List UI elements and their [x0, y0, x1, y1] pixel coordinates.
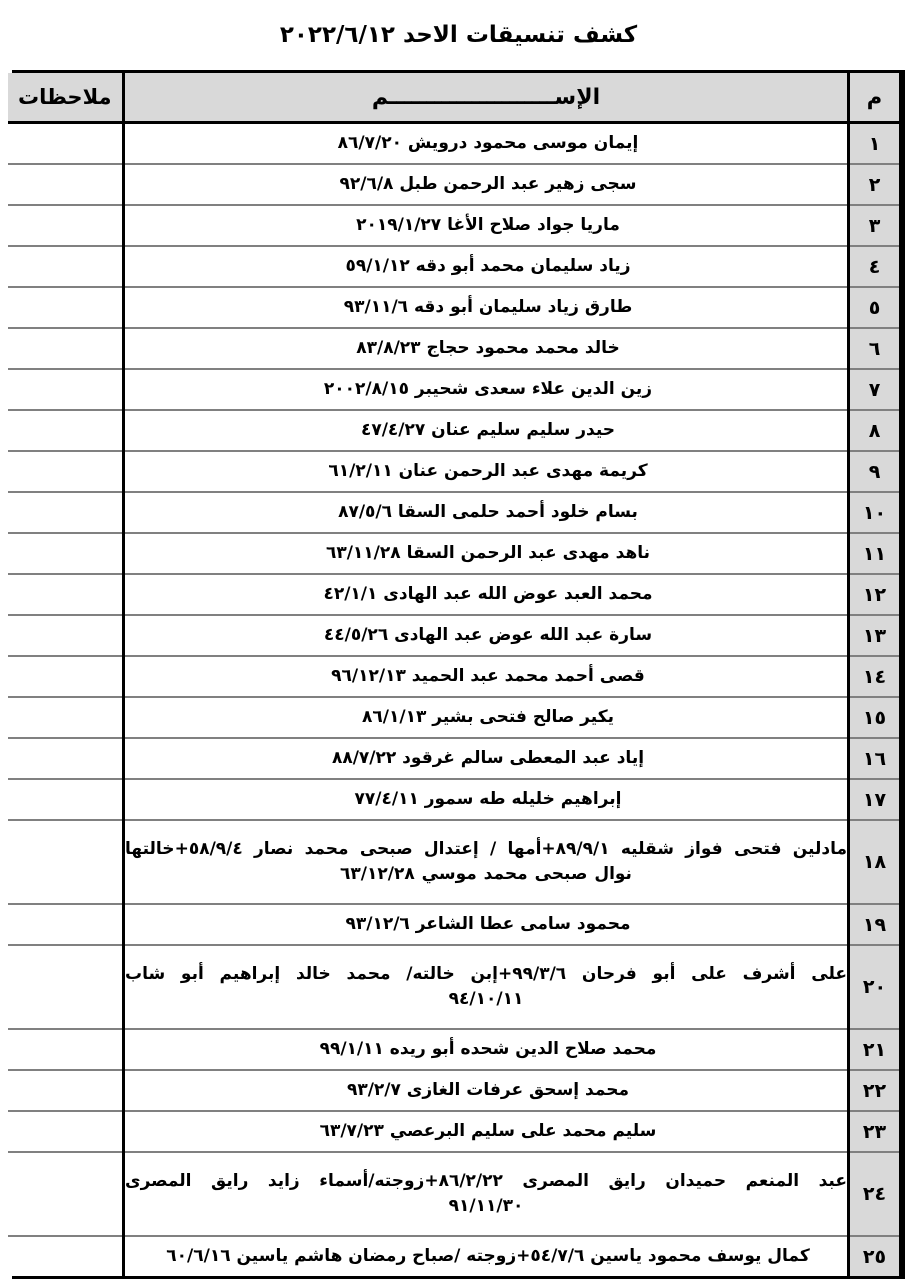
- name-text: محمد إسحق عرفات الغازى ٩٣/٢/٧: [346, 1080, 630, 1101]
- name-text: [125, 1169, 847, 1218]
- row-notes-cell: [8, 246, 124, 287]
- row-name-cell: [124, 369, 849, 410]
- row-notes-cell: [8, 697, 124, 738]
- row-notes-cell: [8, 820, 124, 904]
- row-number-cell: ١٢: [849, 574, 901, 615]
- row-notes-cell: [8, 1236, 124, 1276]
- name-text: إياد عبد المعطى سالم غرقود ٨٨/٧/٢٢: [331, 748, 645, 769]
- row-name-cell: [124, 945, 849, 1029]
- name-text: طارق زياد سليمان أبو دقه ٩٣/١١/٦: [343, 297, 633, 318]
- name-text: سجى زهير عبد الرحمن طبل ٩٢/٦/٨: [339, 174, 637, 195]
- table-row: [8, 738, 901, 779]
- table-row: [8, 164, 901, 205]
- column-header-number: م: [849, 73, 901, 123]
- row-name-cell: [124, 123, 849, 165]
- row-number-cell: ٦: [849, 328, 901, 369]
- row-notes-cell: [8, 164, 124, 205]
- row-number-cell: ١٤: [849, 656, 901, 697]
- row-notes-cell: [8, 1029, 124, 1070]
- table-row: [8, 492, 901, 533]
- name-text: يكير صالح فتحى بشير ٨٦/١/١٣: [362, 707, 614, 728]
- row-number-cell: ٩: [849, 451, 901, 492]
- row-number-cell: ٣: [849, 205, 901, 246]
- table-row: [8, 656, 901, 697]
- row-number-cell: ٤: [849, 246, 901, 287]
- row-number-cell: ١٩: [849, 904, 901, 945]
- row-notes-cell: [8, 492, 124, 533]
- row-name-cell: [124, 328, 849, 369]
- row-notes-cell: [8, 574, 124, 615]
- table-row: [8, 451, 901, 492]
- row-number-cell: ٢٥: [849, 1236, 901, 1276]
- name-text: خالد محمد محمود حجاج ٨٣/٨/٢٣: [356, 338, 620, 359]
- row-name-cell: [124, 246, 849, 287]
- row-number-cell: ٢٠: [849, 945, 901, 1029]
- table-row: [8, 369, 901, 410]
- row-notes-cell: [8, 410, 124, 451]
- table-row: [8, 328, 901, 369]
- row-number-cell: ١: [849, 123, 901, 165]
- coordination-table: [8, 73, 903, 1276]
- name-text: محمد العبد عوض الله عبد الهادى ٤٢/١/١: [323, 584, 653, 605]
- row-notes-cell: [8, 123, 124, 165]
- row-name-cell: [124, 1111, 849, 1152]
- row-name-cell: [124, 779, 849, 820]
- row-name-cell: [124, 615, 849, 656]
- row-name-cell: [124, 287, 849, 328]
- name-line: عبد المنعم حميدان رايق المصرى ٨٦/٢/٢٢+زوجته/أسماء زايد رايق المصرى: [125, 1171, 847, 1192]
- row-name-cell: [124, 656, 849, 697]
- row-notes-cell: [8, 533, 124, 574]
- table-row: [8, 287, 901, 328]
- name-text: حيدر سليم سليم عنان ٤٧/٤/٢٧: [360, 420, 616, 441]
- row-number-cell: ٢: [849, 164, 901, 205]
- row-notes-cell: [8, 615, 124, 656]
- row-number-cell: ١٧: [849, 779, 901, 820]
- row-number-cell: ٨: [849, 410, 901, 451]
- name-text: محمد صلاح الدين شحده أبو ريده ٩٩/١/١١: [319, 1039, 657, 1060]
- name-text: إيمان موسى محمود درويش ٨٦/٧/٢٠: [337, 133, 639, 154]
- table-row: [8, 820, 901, 904]
- row-name-cell: [124, 533, 849, 574]
- name-text: [125, 837, 847, 886]
- name-text: كمال يوسف محمود ياسين ٥٤/٧/٦+زوجته /صباح رمضان هاشم ياسين ٦٠/٦/١٦: [166, 1246, 810, 1267]
- row-name-cell: [124, 410, 849, 451]
- table-row: [8, 1029, 901, 1070]
- row-name-cell: [124, 1236, 849, 1276]
- row-number-cell: ٧: [849, 369, 901, 410]
- page-title: كشف تنسيقات الاحد ٢٠٢٢/٦/١٢: [279, 22, 638, 48]
- table-row: [8, 904, 901, 945]
- row-number-cell: ٢٣: [849, 1111, 901, 1152]
- table-header-row: [8, 73, 901, 123]
- row-number-cell: ١٨: [849, 820, 901, 904]
- row-notes-cell: [8, 945, 124, 1029]
- name-text: زين الدين علاء سعدى شحيبر ٢٠٠٢/٨/١٥: [323, 379, 653, 400]
- table-row: [8, 205, 901, 246]
- row-name-cell: [124, 451, 849, 492]
- row-notes-cell: [8, 779, 124, 820]
- row-notes-cell: [8, 369, 124, 410]
- row-name-cell: [124, 1070, 849, 1111]
- column-header-notes: ملاحظات: [8, 73, 124, 123]
- table-row: [8, 1070, 901, 1111]
- row-notes-cell: [8, 287, 124, 328]
- row-number-cell: ١٠: [849, 492, 901, 533]
- row-notes-cell: [8, 328, 124, 369]
- table-body: [8, 123, 901, 1277]
- row-name-cell: [124, 1152, 849, 1236]
- table-row: [8, 123, 901, 165]
- row-number-cell: ١٦: [849, 738, 901, 779]
- name-text: قصى أحمد محمد عبد الحميد ٩٦/١٢/١٣: [331, 666, 645, 687]
- name-text: كريمة مهدى عبد الرحمن عنان ٦١/٢/١١: [328, 461, 648, 482]
- row-number-cell: ١٣: [849, 615, 901, 656]
- table-header: [8, 73, 901, 123]
- row-number-cell: ٢٤: [849, 1152, 901, 1236]
- row-name-cell: [124, 205, 849, 246]
- row-number-cell: ١٥: [849, 697, 901, 738]
- name-text: سارة عبد الله عوض عبد الهادى ٤٤/٥/٢٦: [323, 625, 653, 646]
- name-text: ناهد مهدى عبد الرحمن السقا ٦٣/١١/٢٨: [325, 543, 651, 564]
- name-text: ماريا جواد صلاح الأغا ٢٠١٩/١/٢٧: [356, 215, 620, 236]
- table-row: [8, 945, 901, 1029]
- row-name-cell: [124, 492, 849, 533]
- row-notes-cell: [8, 1070, 124, 1111]
- row-notes-cell: [8, 738, 124, 779]
- table-row: [8, 246, 901, 287]
- name-text: زياد سليمان محمد أبو دقه ٥٩/١/١٢: [345, 256, 631, 277]
- name-line: ٩٤/١٠/١١: [448, 989, 524, 1009]
- name-line: نوال صبحى محمد موسي ٦٣/١٢/٢٨: [340, 864, 632, 884]
- row-notes-cell: [8, 1152, 124, 1236]
- row-number-cell: ٢٢: [849, 1070, 901, 1111]
- row-name-cell: [124, 904, 849, 945]
- table-row: [8, 574, 901, 615]
- row-name-cell: [124, 738, 849, 779]
- table-row: [8, 1152, 901, 1236]
- row-notes-cell: [8, 656, 124, 697]
- name-line: مادلين فتحى فواز شقليه ٨٩/٩/١+أمها / إعتدال صبحى محمد نصار ٥٨/٩/٤+خالتها: [125, 839, 847, 860]
- row-notes-cell: [8, 904, 124, 945]
- name-line: على أشرف على أبو فرحان ٩٩/٣/٦+إبن خالته/ محمد خالد إبراهيم أبو شاب: [125, 964, 848, 985]
- table-row: [8, 533, 901, 574]
- coordination-table-container: [12, 70, 905, 1279]
- row-notes-cell: [8, 451, 124, 492]
- row-number-cell: ٢١: [849, 1029, 901, 1070]
- column-header-name: الإســــــــــــــــــــــم: [124, 73, 849, 123]
- table-row: [8, 1111, 901, 1152]
- row-name-cell: [124, 1029, 849, 1070]
- name-text: [125, 962, 847, 1011]
- table-row: [8, 615, 901, 656]
- row-notes-cell: [8, 1111, 124, 1152]
- row-name-cell: [124, 697, 849, 738]
- name-text: محمود سامى عطا الشاعر ٩٣/١٢/٦: [345, 914, 631, 935]
- table-row: [8, 1236, 901, 1276]
- row-number-cell: ١١: [849, 533, 901, 574]
- row-name-cell: [124, 820, 849, 904]
- row-notes-cell: [8, 205, 124, 246]
- table-row: [8, 697, 901, 738]
- row-name-cell: [124, 574, 849, 615]
- table-row: [8, 410, 901, 451]
- name-line: ٩١/١١/٣٠: [448, 1196, 524, 1216]
- row-number-cell: ٥: [849, 287, 901, 328]
- name-text: بسام خلود أحمد حلمى السقا ٨٧/٥/٦: [338, 502, 638, 523]
- table-row: [8, 779, 901, 820]
- row-name-cell: [124, 164, 849, 205]
- name-text: سليم محمد على سليم البرعصي ٦٣/٧/٢٣: [319, 1121, 657, 1142]
- name-text: إبراهيم خليله طه سمور ٧٧/٤/١١: [354, 789, 622, 810]
